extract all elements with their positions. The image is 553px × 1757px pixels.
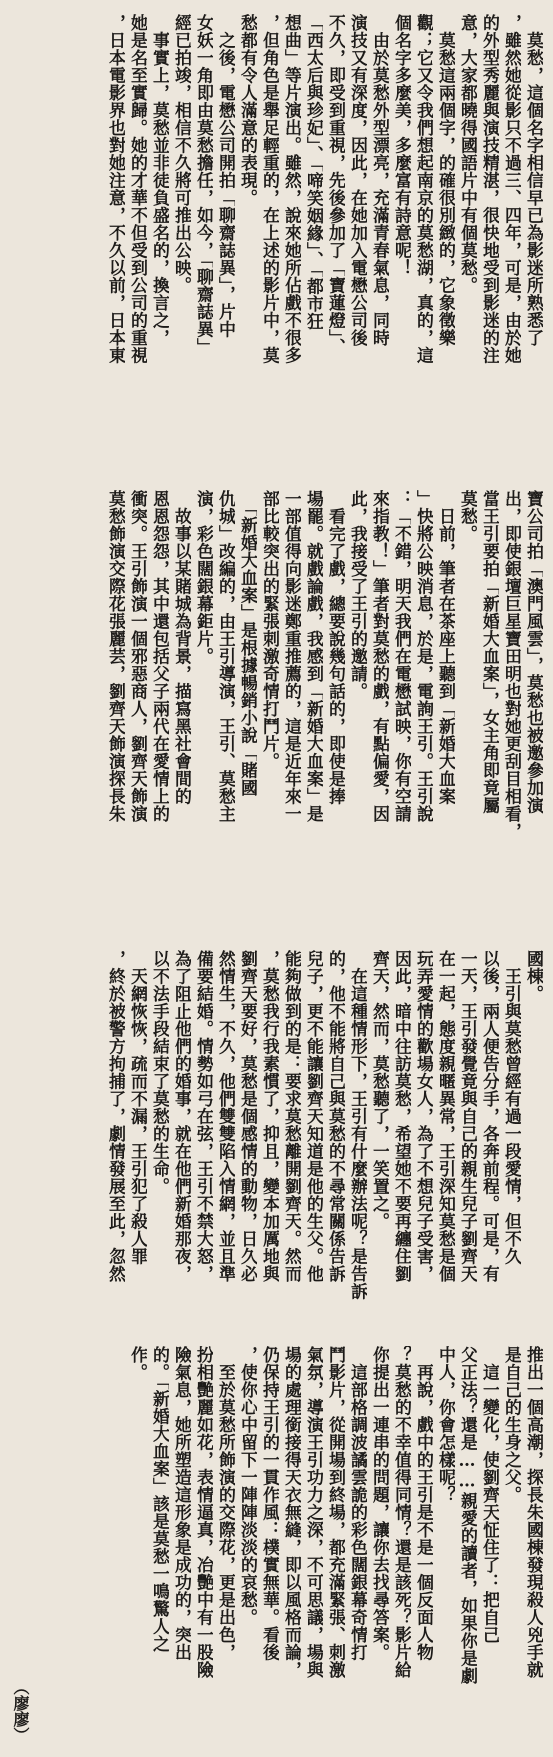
text-column: 莫愁，這個名字相信早已為影迷所熟悉了 — [523, 14, 543, 347]
text-column: 在一起，態度親暱異常，王引深知莫愁是個 — [435, 950, 455, 1283]
text-column: 一部值得向影迷鄭重推薦的，這是近年來一 — [281, 490, 301, 823]
article-section-2 — [0, 490, 553, 950]
text-column: 在這種情形下，王引有什麼辦法呢？是告訴 — [347, 950, 367, 1300]
text-column: 此，我接受了王引的邀請。 — [347, 490, 367, 700]
text-column: ，使你心中留下一陣陣淡淡的哀愁。 — [237, 1346, 257, 1626]
text-column: 這一變化，使劉齊天怔住了：把自己 — [479, 1346, 499, 1644]
text-column: 經已拍竣，相信不久將可推出公映。 — [171, 14, 191, 294]
text-column: 推出一個高潮，探長朱國棟發現殺人兇手就 — [523, 1346, 543, 1679]
text-column: 扮相艷麗如花，表情逼真，冶艷中有一股險 — [193, 1346, 213, 1679]
text-column: 備要結婚。情勢如弓在弦，王引不禁大怒， — [193, 950, 213, 1283]
text-column: 不久，即受到重視，先後參加了「寶蓮燈」、 — [325, 14, 345, 356]
text-column: 寶公司拍「澳門風雲」，莫愁也被邀參加演 — [523, 490, 543, 814]
text-column: 的外型秀麗與演技精湛，很快地受到影迷的注 — [479, 14, 499, 364]
text-column: 女妖一角即由莫愁擔任，如今，「聊齋誌異」 — [193, 14, 213, 356]
text-column: 因此，暗中往訪莫愁，希望她不要再纏住劉 — [391, 950, 411, 1283]
text-column: 」快將公映消息，於是，電詢王引。王引說 — [413, 490, 433, 823]
text-column: 以不法手段結束了莫愁的生命。 — [149, 950, 169, 1195]
text-column: 事實上，莫愁並非徒負盛名的，換言之， — [149, 14, 169, 347]
author-signature: （廖廖） — [11, 1679, 30, 1743]
text-column: 莫愁。 — [457, 490, 477, 543]
text-column: 齊天，然而，莫愁聽了，一笑置之。 — [369, 950, 389, 1230]
text-column: 作。 — [127, 1346, 147, 1381]
text-column: 國棟。 — [523, 950, 543, 1003]
text-column: 她是名至實歸。她的才華不但受到公司的重視 — [127, 14, 147, 364]
article-section-4 — [0, 1346, 553, 1751]
text-column: ，雖然她從影只不過三、四年，可是，由於她 — [501, 14, 521, 364]
text-column: 想曲」等片演出。雖然，說來她所佔戲不很多 — [281, 14, 301, 364]
text-column: 恩恩怨怨，其中還包括父子兩代在愛情上的 — [149, 490, 169, 823]
text-column: 這部格調波譎雲詭的彩色闊銀幕奇情打 — [347, 1346, 367, 1661]
text-column: 再說，戲中的王引是不是一個反面人物 — [413, 1346, 433, 1661]
text-column: 玩弄愛情的歡場女人，為了不想兒子受害， — [413, 950, 433, 1283]
text-column: 你提出一連串的問題，讓你去找尋答案。 — [369, 1346, 389, 1661]
text-column: 場的處理銜接得天衣無縫，即以風格而論， — [281, 1346, 301, 1679]
text-column: 意，大家都曉得國語片中有個莫愁。 — [457, 14, 477, 294]
text-column: 鬥影片，從開場到終場，都充滿緊張、刺激 — [325, 1346, 345, 1679]
text-column: 仍保持王引的一貫作風：樸實無華。看後 — [259, 1346, 279, 1661]
text-column: 莫愁飾演交際花張麗芸，劉齊天飾演探長朱 — [105, 490, 125, 823]
text-column: ，莫愁我行我素慣了，抑且，變本加厲地與 — [259, 950, 279, 1283]
text-column: 個名字多麼美，多麼富有詩意呢！ — [391, 14, 411, 277]
text-column: ，日本電影界也對她注意，不久以前，日本東 — [105, 14, 125, 364]
text-column: 的，他不能將自己與莫愁的不尋常關係告訴 — [325, 950, 345, 1283]
text-column: 「新婚大血案」是根據暢銷小說「賭國 — [237, 490, 257, 797]
text-column: 的。「新婚大血案」該是莫愁一鳴驚人之 — [149, 1346, 169, 1653]
text-column: 一天，王引發覺竟與自己的親生兒子劉齊天 — [457, 950, 477, 1283]
text-column: 父正法？還是……親愛的讀者，如果你是劇 — [457, 1346, 477, 1685]
text-column: 衝突。王引飾演一個邪惡商人，劉齊天飾演 — [127, 490, 147, 823]
text-column: 看完了戲，總要說幾句話的，即使是捧 — [325, 490, 345, 805]
text-column: 場罷。就戲論戲，我感到「新婚大血案」是 — [303, 490, 323, 823]
text-column: 當王引要拍「新婚大血案」，女主角即竟屬 — [479, 490, 499, 814]
text-column: 仇城」改編的，由王引導演，王引、莫愁主 — [215, 490, 235, 823]
text-column: 氣氛，導演王引功力之深，不可思議，場與 — [303, 1346, 323, 1679]
text-column: 莫愁這兩個字，的確很別緻的，它象徵樂 — [435, 14, 455, 347]
text-column: 「西太后與珍妃」、「啼笑姻緣」、「都市狂 — [303, 14, 323, 330]
text-column: 為了阻止他們的婚事，就在他們新婚那夜， — [171, 950, 191, 1283]
text-column: ，終於被警方拘捕了，劇情發展至此，忽然 — [105, 950, 125, 1283]
text-column: 出，即使銀壇巨星寶田明也對她更刮目相看， — [501, 490, 521, 840]
text-column: 故事以某賭城為背景，描寫黑社會間的 — [171, 490, 191, 805]
text-column: ？莫愁的不幸值得同情？還是該死？影片給 — [391, 1346, 411, 1679]
text-column: ，但角色是舉足輕重的，在上述的影片中，莫 — [259, 14, 279, 364]
text-column: 險氣息，她所塑造這形象是成功的，突出 — [171, 1346, 191, 1661]
text-column: 部比較突出的緊張刺激奇情打鬥片。 — [259, 490, 279, 770]
text-column: 至於莫愁所飾演的交際花，更是出色， — [215, 1346, 235, 1661]
article-section-3 — [0, 950, 553, 1345]
text-column: 來指教！」筆者對莫愁的戲，有點偏愛，因 — [369, 490, 389, 823]
text-column: 兒子，更不能讓劉齊天知道是他的生父。他 — [303, 950, 323, 1283]
text-column: 觀；它又令我們想起南京的莫愁湖，真的，這 — [413, 14, 433, 364]
text-column: 劉齊天要好，莫愁是個感情的動物，日久必 — [237, 950, 257, 1283]
text-column: 王引與莫愁曾經有過一段愛情，但不久 — [501, 950, 521, 1265]
text-column: 然情生，不久，他們雙雙陷入情網，並且準 — [215, 950, 235, 1283]
text-column: 由於莫愁外型漂亮，充滿青春氣息，同時 — [369, 14, 389, 347]
text-column: 愁都有令人滿意的表現。 — [237, 14, 257, 207]
text-column: 中人，你會怎樣呢？ — [435, 1346, 455, 1504]
article-section-1 — [0, 14, 553, 482]
text-column: 是自己的生身之父。 — [501, 1346, 521, 1504]
text-column: 之後，電懋公司開拍「聊齋誌異」，片中 — [215, 14, 235, 338]
text-column: ：「不錯，明天我們在電懋試映，你有空請 — [391, 490, 411, 823]
text-column: 能夠做到的是：要求莫愁離開劉齊天。然而 — [281, 950, 301, 1283]
text-column: 演技又有深度，因此，在她加入電懋公司後 — [347, 14, 367, 347]
text-column: 天網恢恢，疏而不漏，王引犯了殺人罪 — [127, 950, 147, 1265]
text-column: 以後，兩人便告分手，各奔前程。可是，有 — [479, 950, 499, 1283]
text-column: 日前，筆者在茶座上聽到「新婚大血案 — [435, 490, 455, 805]
text-column: 演，彩色闊銀幕鉅片。 — [193, 490, 213, 665]
